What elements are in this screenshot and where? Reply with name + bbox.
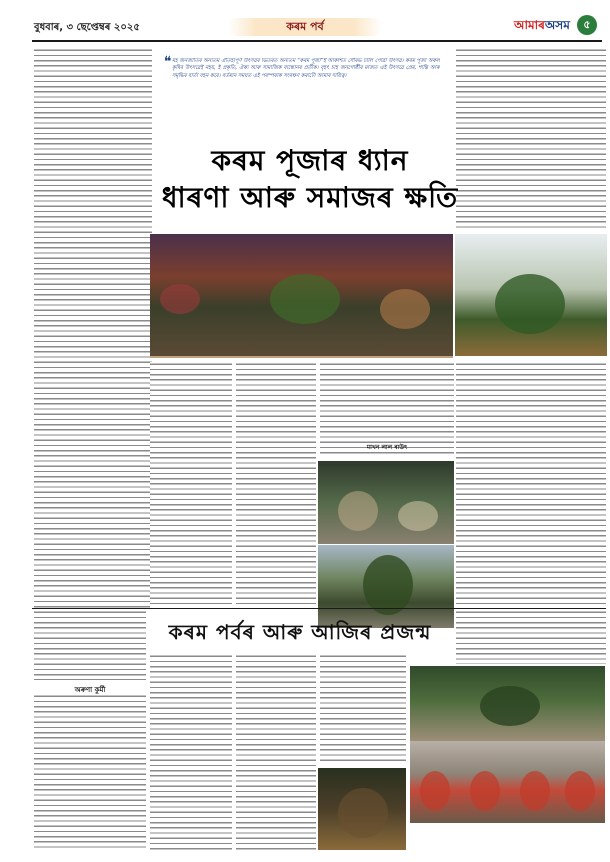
- lead-headline-line2: ধাৰণা আৰু সমাজৰ ক্ষতি: [161, 181, 459, 214]
- middle-column-1-text: [150, 362, 232, 608]
- karam-night-ritual-photo: [318, 768, 406, 850]
- second-left-text-bottom: [34, 694, 146, 850]
- second-middle-text-1: [150, 654, 232, 850]
- lead-quote: মহ জনজাতিৰ অন্যতম ঐতিহ্যপূৰ্ণ উৎসৱৰ ভিতৰত অন্যতম “কৰম পূজা”ই আকাশত সৌৰভ ঢালি পোৱা উৎসৱ। কৰম পূজা অকল কৃষিৰ উৎসৱেই নহয়, ই প্ৰকৃতি, ঐক্য আৰু সামাজিক বান্ধোনৰ প্ৰতীক। বৃহৎ চাহ জনগোষ্ঠীৰ মাজত এই উৎসৱে প্ৰেম, শান্তি আৰু সমৃদ্ধিৰ বাৰ্তা বহন কৰে। বৰ্তমান সময়ত এই পৰম্পৰাক সংৰক্ষণ কৰাটো আমাৰ দায়িত্ব।: [172, 58, 440, 79]
- lead-headline-line1: কৰম পূজাৰ ধ্যান: [211, 144, 409, 177]
- karam-offering-photo: [410, 666, 605, 741]
- paper-name-part1: আমাৰ: [514, 18, 545, 32]
- right-column-text-top: [456, 48, 606, 228]
- second-middle-text-3: [320, 654, 406, 764]
- girls-dance-photo: [410, 741, 605, 823]
- middle-column-2-text: [236, 362, 316, 608]
- page-number-badge: ৫: [577, 15, 597, 35]
- masthead-rule: [32, 40, 602, 42]
- paper-name-part2: অসম: [544, 18, 570, 32]
- karam-tree-ritual-photo: [455, 234, 607, 356]
- lead-byline: মাখন লাল ৰাউৎ: [366, 444, 408, 451]
- second-headline: কৰম পৰ্বৰ আৰু আজিৰ প্ৰজন্ম: [168, 620, 432, 644]
- karam-puja-crowd-photo: [150, 234, 453, 356]
- section-title: কৰম পৰ্ব: [286, 20, 324, 33]
- left-column-text: [34, 48, 152, 608]
- quote-mark-icon: ❝: [164, 54, 172, 70]
- paper-name: [514, 17, 570, 37]
- second-byline: অৰুণা কুৰ্মী: [74, 686, 106, 694]
- section-separator: [32, 608, 606, 609]
- photo-divider: [150, 356, 453, 358]
- second-right-text: [456, 610, 606, 664]
- second-middle-text-2: [236, 654, 316, 850]
- dance-gathering-photo: [318, 461, 454, 544]
- second-left-text-top: [34, 610, 146, 680]
- right-column-text-middle: [456, 362, 606, 608]
- issue-date: বুধবাৰ, ৩ ছেপ্তেম্বৰ ২০২৫: [34, 22, 140, 33]
